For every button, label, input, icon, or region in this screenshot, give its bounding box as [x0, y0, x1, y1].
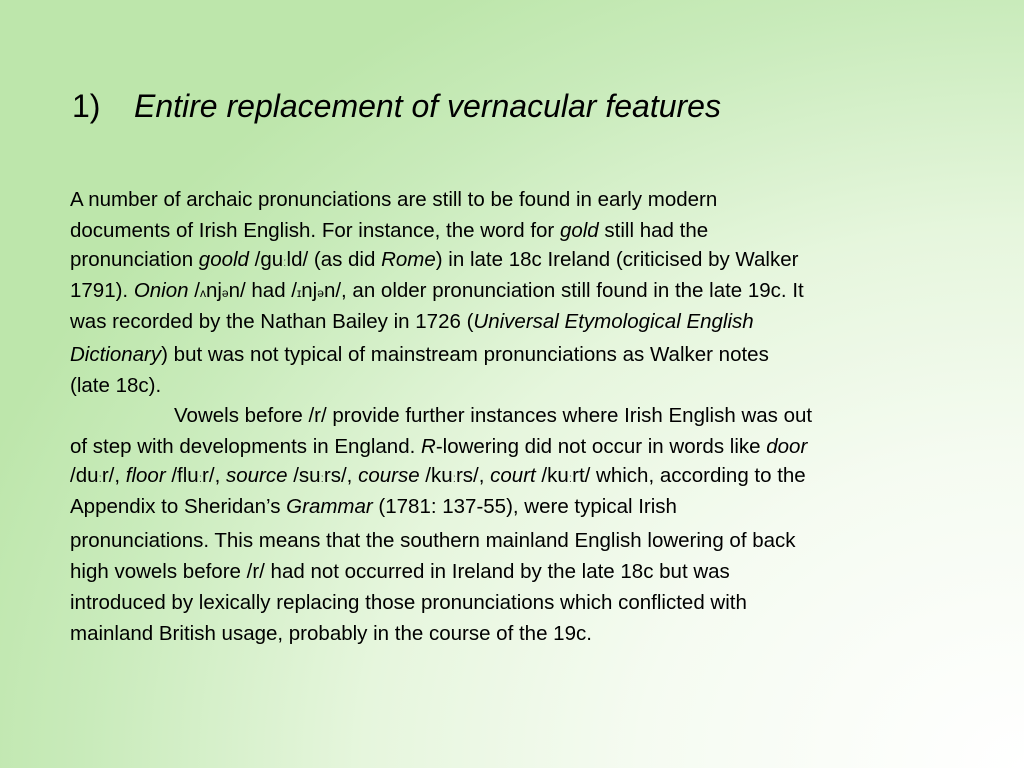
text-run: /flu	[165, 464, 199, 487]
text-line	[70, 556, 1010, 587]
text-run: ) but was not typical of mainstream pronunciations as Walker notes	[161, 343, 769, 366]
text-run: pronunciation	[70, 248, 199, 271]
text-run: n/, an older pronunciation still found in the late 19c. It	[323, 279, 804, 302]
text-run: still had the	[598, 219, 709, 242]
text-run: mainland British usage, probably in the course of the 19c.	[70, 622, 592, 645]
text-run: /ku	[535, 464, 569, 487]
heading-number: 1)	[72, 88, 101, 124]
text-run: (1781: 137-55), were typical Irish	[372, 495, 677, 518]
text-run: /gu	[248, 248, 284, 271]
text-run: rs/,	[455, 464, 491, 487]
text-run: rs/,	[323, 464, 359, 487]
phonetic-symbol: ə	[221, 286, 229, 300]
text-run: Appendix to Sheridan’s	[70, 495, 287, 518]
italic-word: Universal Etymological English	[473, 310, 754, 333]
text-run: n/ had /	[228, 279, 297, 302]
text-run: rt/ which, according to the	[572, 464, 806, 487]
text-run: /su	[287, 464, 321, 487]
phonetic-symbol: ə	[317, 286, 324, 300]
text-run: -lowering did not occur in words like	[435, 435, 767, 458]
text-run: Vowels before /r/ provide further instances where Irish English was out	[174, 404, 813, 427]
italic-word: gold	[559, 219, 599, 242]
text-run: (late 18c).	[70, 374, 162, 397]
italic-word: source	[225, 464, 288, 487]
text-line	[70, 525, 1010, 556]
heading-title: Entire replacement of vernacular features	[134, 88, 721, 124]
text-run: /	[188, 279, 200, 302]
italic-word: floor	[125, 464, 166, 487]
text-run: high vowels before /r/ had not occurred in Ireland by the late 18c but was	[70, 560, 730, 583]
text-line	[70, 339, 1010, 370]
phonetic-symbol: ː	[320, 471, 324, 485]
text-run: was recorded by the Nathan Bailey in 1726 (	[70, 310, 474, 333]
text-run: ) in late 18c Ireland (criticised by Walker	[435, 248, 799, 271]
text-line	[70, 491, 1010, 525]
text-run: /du	[70, 464, 99, 487]
italic-word: Dictionary	[70, 343, 162, 366]
phonetic-symbol: ː	[198, 471, 203, 485]
italic-word: goold	[198, 248, 249, 271]
phonetic-symbol: ː	[452, 471, 456, 485]
phonetic-symbol: ʌ	[199, 286, 206, 300]
text-run: documents of Irish English. For instance, the word for	[70, 219, 560, 242]
text-line	[70, 400, 1010, 431]
text-run: /ku	[419, 464, 453, 487]
text-line	[70, 431, 1010, 460]
text-run: r/,	[202, 464, 226, 487]
text-run: A number of archaic pronunciations are still to be found in early modern	[70, 188, 718, 211]
italic-word: Rome	[381, 248, 436, 271]
text-line	[70, 460, 1010, 491]
phonetic-symbol: ː	[283, 255, 287, 269]
phonetic-symbol: ɪ	[297, 286, 302, 300]
text-line	[70, 184, 1010, 215]
paragraph-2	[70, 400, 1010, 649]
text-run: introduced by lexically replacing those pronunciations which conflicted with	[70, 591, 747, 614]
italic-word: Grammar	[286, 495, 373, 518]
paragraph-1	[70, 184, 1010, 401]
text-run: nj	[205, 279, 222, 302]
text-line	[70, 244, 1010, 275]
text-run: of step with developments in England.	[70, 435, 421, 458]
text-run: ld/ (as did	[286, 248, 382, 271]
text-run: nj	[301, 279, 318, 302]
text-line	[70, 275, 1010, 306]
text-line	[70, 215, 1010, 244]
text-line	[70, 306, 1010, 339]
italic-word: R	[421, 435, 436, 458]
italic-word: course	[358, 464, 420, 487]
phonetic-symbol: ː	[568, 471, 573, 485]
italic-word: door	[766, 435, 808, 458]
italic-word: court	[490, 464, 536, 487]
italic-word: Onion	[133, 279, 189, 302]
text-run: r/,	[101, 464, 126, 487]
text-line	[70, 370, 1010, 401]
slide-heading	[72, 86, 721, 126]
text-run: 1791).	[70, 279, 134, 302]
text-line	[70, 618, 1010, 649]
text-run: pronunciations. This means that the southern mainland English lowering of back	[70, 529, 796, 552]
phonetic-symbol: ː	[98, 471, 102, 485]
text-line	[70, 587, 1010, 618]
